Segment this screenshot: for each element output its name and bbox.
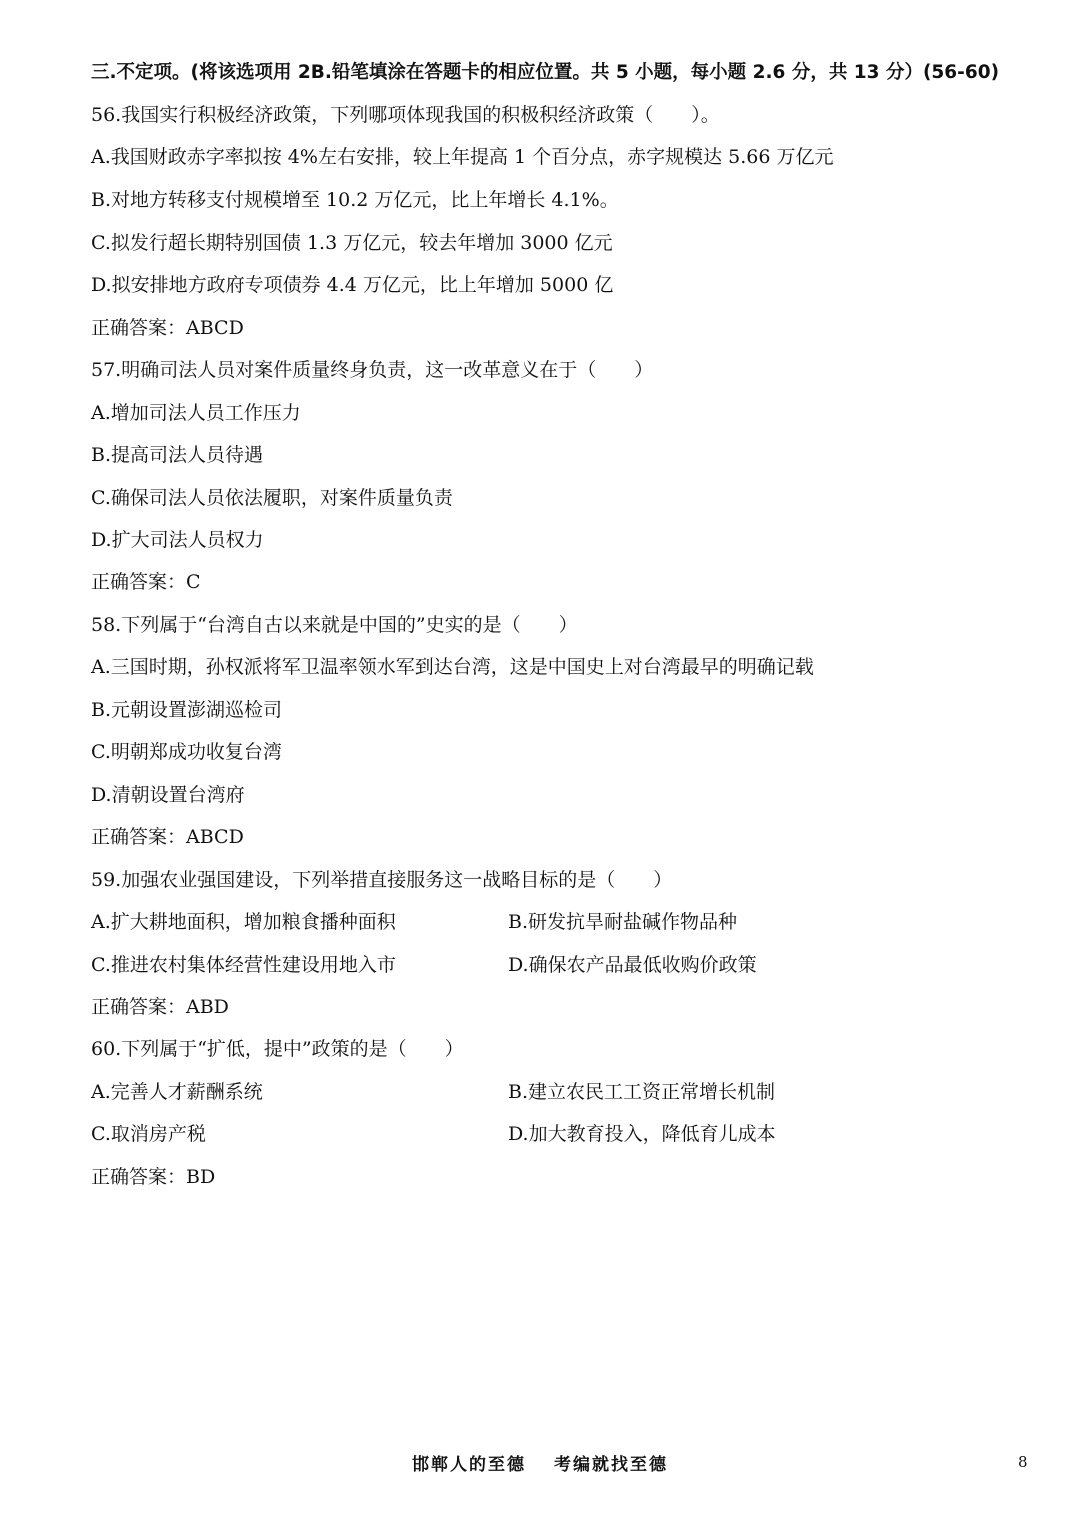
answer-line: 正确答案：BD (91, 1166, 216, 1188)
answer-line: 正确答案：ABD (91, 996, 229, 1018)
section-header: 三.不定项。(将该选项用 2B.铅笔填涂在答题卡的相应位置。共 5 小题，每小题 2.6 分，共 13 分）(56-60) (91, 62, 1000, 83)
question-option: C.取消房产税 (91, 1123, 206, 1145)
question-option: D.清朝设置台湾府 (91, 784, 245, 806)
question-option: B.对地方转移支付规模增至 10.2 万亿元，比上年增长 4.1%。 (91, 189, 619, 211)
question-option: B.研发抗旱耐盐碱作物品种 (508, 911, 738, 933)
question-option: A.增加司法人员工作压力 (91, 402, 301, 424)
question-stem: 57.明确司法人员对案件质量终身负责，这一改革意义在于（ ） (91, 359, 654, 381)
question-option: A.扩大耕地面积，增加粮食播种面积 (91, 911, 396, 933)
question-option: A.三国时期，孙权派将军卫温率领水军到达台湾，这是中国史上对台湾最早的明确记载 (91, 656, 814, 678)
page-number: 8 (1018, 1453, 1028, 1471)
question-option: A.我国财政赤字率拟按 4%左右安排，较上年提高 1 个百分点，赤字规模达 5.66 万亿元 (91, 146, 834, 168)
page-footer (0, 1450, 1080, 1475)
question-option: C.推进农村集体经营性建设用地入市 (91, 954, 396, 976)
question-option: B.元朝设置澎湖巡检司 (91, 699, 283, 721)
answer-line: 正确答案：C (91, 571, 201, 593)
question-option: D.加大教育投入，降低育儿成本 (508, 1123, 776, 1145)
question-stem: 58.下列属于“台湾自古以来就是中国的”史实的是（ ） (91, 614, 578, 636)
answer-line: 正确答案：ABCD (91, 826, 244, 848)
question-option: C.明朝郑成功收复台湾 (91, 741, 282, 763)
question-option: C.确保司法人员依法履职，对案件质量负责 (91, 487, 453, 509)
question-option: B.建立农民工工资正常增长机制 (508, 1081, 776, 1103)
question-option: A.完善人才薪酬系统 (91, 1081, 263, 1103)
footer-slogan-left: 邯郸人的至德 (412, 1455, 526, 1475)
question-option: D.扩大司法人员权力 (91, 529, 264, 551)
answer-line: 正确答案：ABCD (91, 317, 244, 339)
question-option: B.提高司法人员待遇 (91, 444, 264, 466)
question-stem: 56.我国实行积极经济政策，下列哪项体现我国的积极积经济政策（ ）。 (91, 104, 720, 126)
footer-slogan-right: 考编就找至德 (554, 1455, 668, 1475)
question-stem: 60.下列属于“扩低，提中”政策的是（ ） (91, 1038, 464, 1060)
question-option: D.确保农产品最低收购价政策 (508, 954, 757, 976)
question-stem: 59.加强农业强国建设，下列举措直接服务这一战略目标的是（ ） (91, 869, 673, 891)
question-option: C.拟发行超长期特别国债 1.3 万亿元，较去年增加 3000 亿元 (91, 232, 613, 254)
question-option: D.拟安排地方政府专项债券 4.4 万亿元，比上年增加 5000 亿 (91, 274, 614, 296)
